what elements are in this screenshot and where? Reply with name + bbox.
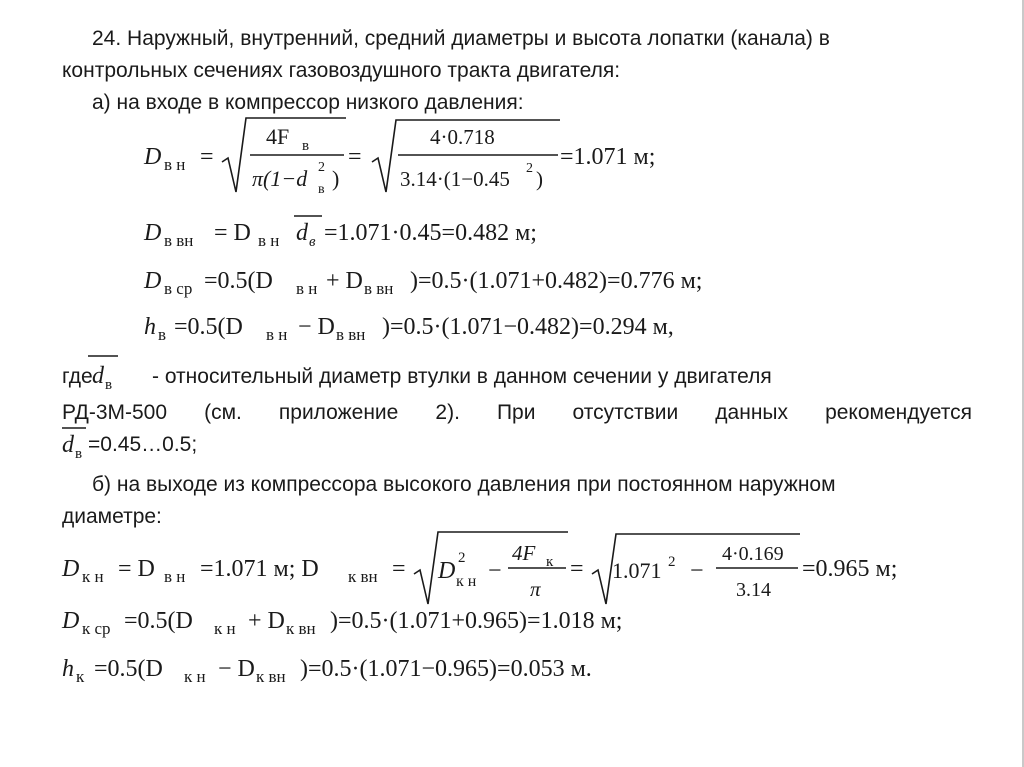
f1-den2-sup: 2 bbox=[526, 161, 533, 176]
g3-b: − D bbox=[218, 656, 255, 682]
f4-lhs: h bbox=[144, 314, 156, 340]
note-line-1: - относительный диаметр втулки в данном сечении у двигателя bbox=[152, 365, 772, 388]
formula-d-k-outer-inner bbox=[61, 532, 897, 604]
note-line-3: =0.45…0.5; bbox=[88, 433, 198, 456]
g3-a-sub: к н bbox=[184, 667, 206, 686]
svg-text:в: в bbox=[105, 377, 113, 393]
f2-mid-sub: в н bbox=[258, 231, 280, 250]
f2-lhs-sub: в вн bbox=[164, 231, 194, 250]
f3-a: =0.5(D bbox=[204, 268, 273, 294]
g1-b: =1.071 м; D bbox=[200, 556, 319, 582]
g1-eq: = bbox=[392, 556, 406, 582]
g2-b: + D bbox=[248, 608, 285, 634]
f3-b: + D bbox=[326, 268, 363, 294]
f1-den-sub: в bbox=[318, 182, 325, 197]
formula-h-v bbox=[144, 314, 674, 344]
f1-lhs: D bbox=[144, 144, 162, 170]
note-dbar-symbol-1 bbox=[88, 356, 118, 393]
f4-a: =0.5(D bbox=[174, 314, 243, 340]
section-a-label: а) на входе в компрессор низкого давления: bbox=[92, 91, 524, 114]
f3-lhs: D bbox=[144, 268, 162, 294]
g2-lhs-sub: к ср bbox=[82, 619, 111, 638]
section-b-line-2: диаметре: bbox=[62, 505, 162, 528]
f4-rest: )=0.5·(1.071−0.482)=0.294 м, bbox=[382, 314, 674, 340]
g2-b-sub: к вн bbox=[286, 619, 316, 638]
f1-num-sub: в bbox=[302, 138, 310, 154]
svg-text:d: d bbox=[62, 432, 74, 458]
g1-eq2: = bbox=[570, 556, 584, 582]
f1-den: π(1−d bbox=[252, 166, 308, 191]
f1-den2: 3.14·(1−0.45 bbox=[400, 167, 510, 191]
formula-d-k-mean bbox=[61, 608, 622, 638]
g1-minus: − bbox=[488, 558, 502, 584]
g1-num: 4F bbox=[512, 541, 536, 565]
g2-a-sub: к н bbox=[214, 619, 236, 638]
f1-num2: 4·0.718 bbox=[430, 125, 495, 149]
f3-lhs-sub: в ср bbox=[164, 279, 193, 298]
f2-lhs: D bbox=[144, 220, 162, 246]
g2-rest: )=0.5·(1.071+0.965)=1.018 м; bbox=[330, 608, 623, 634]
heading-line-2: контрольных сечениях газовоздушного тракта двигателя: bbox=[62, 59, 621, 82]
f4-lhs-sub: в bbox=[158, 325, 167, 344]
heading-line-1: 24. Наружный, внутренний, средний диаметры и высота лопатки (канала) в bbox=[92, 27, 830, 50]
g1-den: π bbox=[530, 577, 541, 601]
g1-result: =0.965 м; bbox=[802, 556, 898, 582]
g1-lhs: D bbox=[62, 556, 80, 582]
f3-b-sub: в вн bbox=[364, 279, 394, 298]
f3-rest: )=0.5·(1.071+0.482)=0.776 м; bbox=[410, 268, 703, 294]
g1-rad-a: D bbox=[438, 558, 456, 584]
f1-lhs-sub: в н bbox=[164, 155, 186, 174]
f1-den-sup: 2 bbox=[318, 160, 325, 175]
f2-eq: = D bbox=[214, 220, 251, 246]
svg-text:в: в bbox=[75, 446, 83, 462]
g1-a: = D bbox=[118, 556, 155, 582]
svg-text:d: d bbox=[92, 363, 104, 389]
g1-b-sub: к вн bbox=[348, 567, 378, 586]
g1-rad2-a-sup: 2 bbox=[668, 554, 676, 570]
section-b-line-1: б) на выходе из компрессора высокого давления при постоянном наружном bbox=[92, 473, 836, 496]
g3-lhs-sub: к bbox=[76, 667, 85, 686]
g1-num-sub: к bbox=[546, 554, 554, 570]
f4-b-sub: в вн bbox=[336, 325, 366, 344]
f2-dbar-sub: в bbox=[309, 234, 316, 250]
formula-h-k bbox=[62, 656, 592, 686]
g1-a-sub: в н bbox=[164, 567, 186, 586]
f2-rest: =1.071·0.45=0.482 м; bbox=[324, 220, 537, 246]
f4-a-sub: в н bbox=[266, 325, 288, 344]
note-where: где bbox=[62, 365, 93, 388]
f1-result: =1.071 м; bbox=[560, 144, 656, 170]
formula-d-vn-outer bbox=[143, 118, 655, 197]
g2-lhs: D bbox=[62, 608, 80, 634]
g1-lhs-sub: к н bbox=[82, 567, 104, 586]
f1-eq2: = bbox=[348, 144, 362, 170]
formula-d-v-mean bbox=[143, 268, 702, 298]
note-line-2: РД-3М-500 (см. приложение 2). При отсутствии данных рекомендуется bbox=[62, 401, 972, 424]
g1-rad2-a: 1.071 bbox=[612, 558, 662, 583]
f2-dbar: d bbox=[296, 220, 308, 246]
g2-a: =0.5(D bbox=[124, 608, 193, 634]
g3-lhs: h bbox=[62, 656, 74, 682]
f1-eq: = bbox=[200, 144, 214, 170]
f1-num-text: 4F bbox=[266, 124, 290, 149]
f1-den-close: ) bbox=[332, 166, 340, 191]
g3-rest: )=0.5·(1.071−0.965)=0.053 м. bbox=[300, 656, 592, 682]
g1-minus2: − bbox=[690, 558, 704, 584]
f4-b: − D bbox=[298, 314, 335, 340]
g1-num2: 4·0.169 bbox=[722, 543, 784, 565]
g1-den2: 3.14 bbox=[736, 579, 771, 601]
g3-a: =0.5(D bbox=[94, 656, 163, 682]
g1-rad-a-sub: к н bbox=[456, 573, 477, 590]
note-dbar-symbol-2 bbox=[62, 428, 86, 462]
g1-rad-a-sup: 2 bbox=[458, 550, 466, 566]
f3-a-sub: в н bbox=[296, 279, 318, 298]
g3-b-sub: к вн bbox=[256, 667, 286, 686]
f1-den2-close: ) bbox=[536, 167, 543, 191]
formula-d-vn-inner bbox=[143, 216, 537, 250]
